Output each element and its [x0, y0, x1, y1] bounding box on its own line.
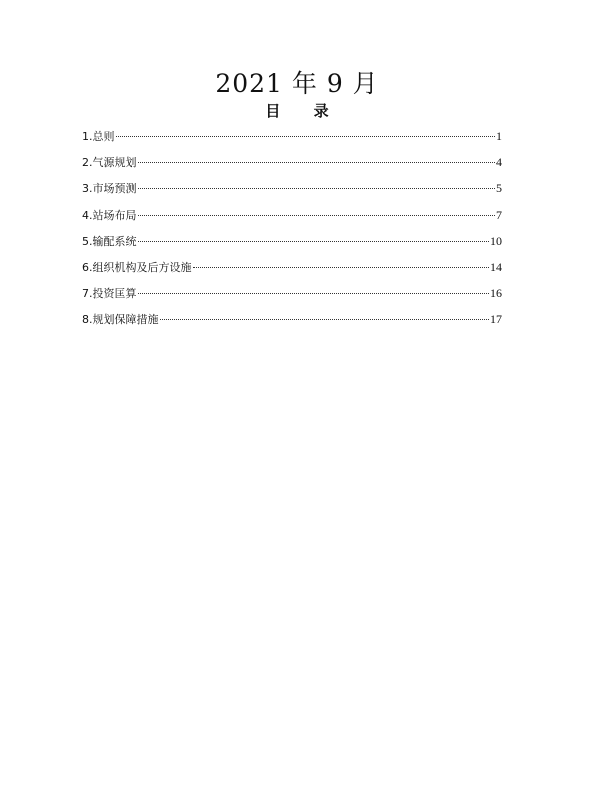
toc-entry-page: 14 [490, 259, 502, 274]
toc-entry-label: 4.站场布局 [82, 208, 137, 222]
toc-entry-page: 10 [490, 233, 502, 248]
toc-entry-station-layout[interactable] [82, 205, 502, 231]
toc-entry-distribution-system[interactable] [82, 231, 502, 257]
toc-leader-dots [138, 188, 496, 189]
toc-entry-general[interactable] [82, 126, 502, 152]
toc-entry-page: 1 [496, 129, 502, 143]
toc-entry-page: 16 [490, 286, 502, 301]
toc-leader-dots [138, 241, 490, 242]
toc-entry-label: 7.投资匡算 [82, 287, 137, 301]
toc-entry-label: 3.市场预测 [82, 182, 137, 196]
toc-leader-dots [116, 136, 496, 137]
toc-leader-dots [193, 267, 490, 268]
toc-entry-market-forecast[interactable] [82, 178, 502, 204]
toc-entry-label: 2.气源规划 [82, 156, 137, 170]
toc-entry-page: 5 [496, 181, 502, 196]
toc-entry-page: 17 [490, 312, 502, 327]
toc-leader-dots [138, 293, 490, 294]
toc-leader-dots [138, 215, 496, 216]
toc-entry-organization[interactable] [82, 257, 502, 283]
toc-entry-label: 1.总则 [82, 130, 115, 143]
toc-leader-dots [138, 162, 496, 163]
toc-entry-investment[interactable] [82, 283, 502, 309]
toc-entry-page: 4 [496, 155, 502, 170]
toc-entry-page: 7 [496, 207, 502, 222]
toc-entry-safeguards[interactable] [82, 309, 502, 335]
toc-heading: 目 录 [265, 102, 343, 120]
toc-entry-gas-source[interactable] [82, 152, 502, 178]
toc-entry-label: 8.规划保障措施 [82, 313, 159, 327]
table-of-contents [82, 126, 502, 336]
document-date: 2021 年 9 月 [215, 69, 379, 98]
toc-entry-label: 5.输配系统 [82, 234, 137, 248]
toc-entry-label: 6.组织机构及后方设施 [82, 260, 192, 274]
toc-leader-dots [160, 319, 490, 320]
